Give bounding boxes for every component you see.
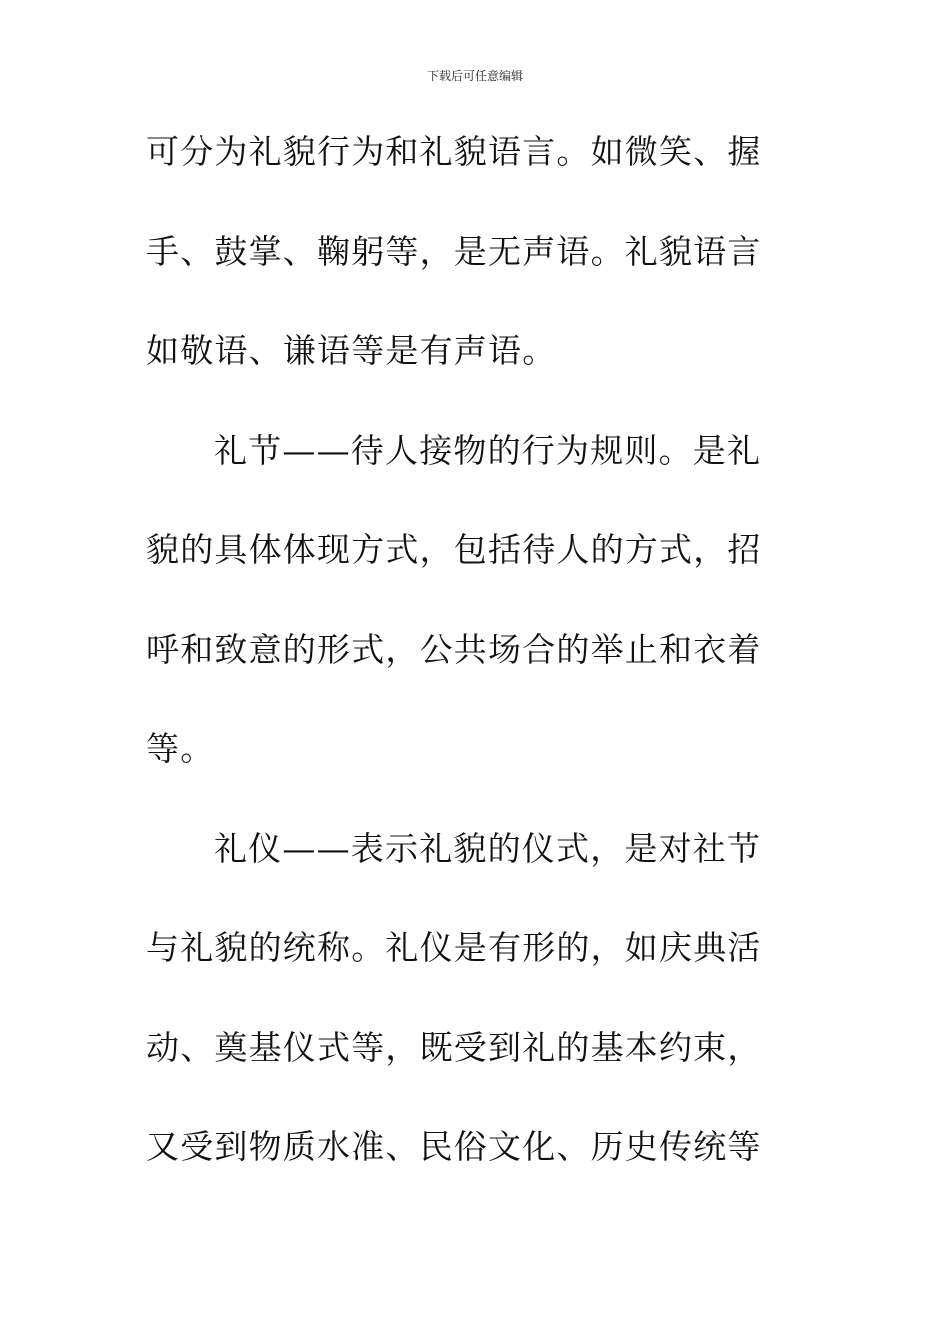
page-header: 下载后可任意编辑 [426, 69, 523, 83]
body-line-1: 可分为礼貌行为和礼貌语言。如微笑、握 [146, 132, 762, 171]
body-line-7: 等。 [146, 729, 215, 768]
body-line-2: 手、鼓掌、鞠躬等，是无声语。礼貌语言 [146, 232, 762, 271]
paragraph-start-line-4: 礼节——待人接物的行为规则。是礼 [214, 431, 762, 470]
body-line-10: 动、奠基仪式等，既受到礼的基本约束， [146, 1028, 762, 1067]
paragraph-start-line-8: 礼仪——表示礼貌的仪式，是对社节 [214, 829, 762, 868]
body-line-5: 貌的具体体现方式，包括待人的方式，招 [146, 530, 762, 569]
body-line-9: 与礼貌的统称。礼仪是有形的，如庆典活 [146, 928, 762, 967]
body-line-6: 呼和致意的形式，公共场合的举止和衣着 [146, 630, 762, 669]
body-line-11: 又受到物质水准、民俗文化、历史传统等 [146, 1127, 762, 1166]
body-line-3: 如敬语、谦语等是有声语。 [146, 331, 557, 370]
